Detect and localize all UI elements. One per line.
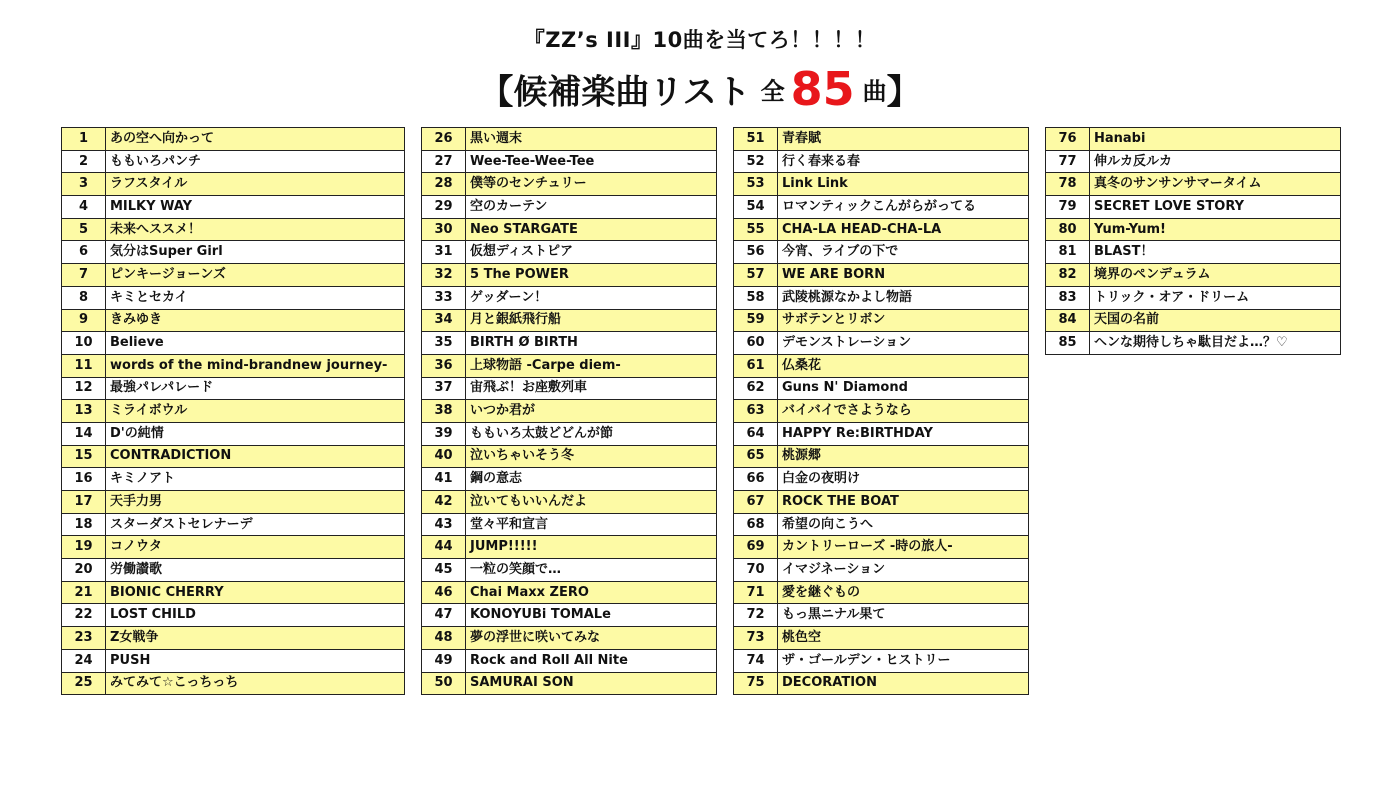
song-title: Hanabi: [1090, 128, 1341, 151]
song-number: 14: [62, 422, 106, 445]
song-number: 72: [734, 604, 778, 627]
song-number: 9: [62, 309, 106, 332]
song-title: 愛を継ぐもの: [778, 581, 1029, 604]
song-number: 77: [1046, 150, 1090, 173]
song-title: 仏桑花: [778, 354, 1029, 377]
song-row: [62, 581, 405, 604]
song-number: 46: [422, 581, 466, 604]
song-row: [422, 332, 717, 355]
song-number: 8: [62, 286, 106, 309]
song-number: 15: [62, 445, 106, 468]
song-row: [734, 445, 1029, 468]
song-row: [422, 286, 717, 309]
song-title: ロマンティックこんがらがってる: [778, 196, 1029, 219]
song-row: [62, 286, 405, 309]
song-title: 泣いてもいいんだよ: [466, 491, 717, 514]
song-row: [422, 150, 717, 173]
song-row: [62, 241, 405, 264]
title-bracket-open: 【: [479, 72, 514, 113]
song-number: 3: [62, 173, 106, 196]
song-row: [422, 309, 717, 332]
song-row: [62, 377, 405, 400]
song-row: [422, 377, 717, 400]
song-number: 7: [62, 264, 106, 287]
title-main-text: 候補楽曲リスト: [513, 72, 751, 113]
song-number: 41: [422, 468, 466, 491]
song-list-column-2: [421, 127, 717, 695]
song-title: 月と銀紙飛行船: [466, 309, 717, 332]
song-row: [734, 264, 1029, 287]
song-row: [422, 264, 717, 287]
song-row: [734, 491, 1029, 514]
song-number: 16: [62, 468, 106, 491]
song-number: 74: [734, 649, 778, 672]
song-title: Chai Maxx ZERO: [466, 581, 717, 604]
song-title: 真冬のサンサンサマータイム: [1090, 173, 1341, 196]
song-number: 43: [422, 513, 466, 536]
song-number: 66: [734, 468, 778, 491]
song-number: 38: [422, 400, 466, 423]
song-title: 宙飛ぶ！お座敷列車: [466, 377, 717, 400]
song-count: 85: [790, 62, 855, 116]
song-title: Rock and Roll All Nite: [466, 649, 717, 672]
song-row: [62, 468, 405, 491]
song-title: HAPPY Re:BIRTHDAY: [778, 422, 1029, 445]
song-row: [734, 513, 1029, 536]
song-number: 82: [1046, 264, 1090, 287]
song-row: [62, 559, 405, 582]
song-row: [734, 672, 1029, 695]
song-number: 50: [422, 672, 466, 695]
song-row: [1046, 332, 1341, 355]
song-row: [62, 422, 405, 445]
title-bracket-close: 】: [886, 72, 921, 113]
song-title: Yum-Yum!: [1090, 218, 1341, 241]
song-number: 30: [422, 218, 466, 241]
song-title: 夢の浮世に咲いてみな: [466, 627, 717, 650]
song-number: 84: [1046, 309, 1090, 332]
song-title: 未来へススメ！: [106, 218, 405, 241]
song-title: JUMP!!!!!: [466, 536, 717, 559]
song-number: 21: [62, 581, 106, 604]
song-title: 白金の夜明け: [778, 468, 1029, 491]
song-title: いつか君が: [466, 400, 717, 423]
song-row: [422, 559, 717, 582]
song-title: 武陵桃源なかよし物語: [778, 286, 1029, 309]
song-row: [422, 604, 717, 627]
song-row: [1046, 128, 1341, 151]
song-number: 33: [422, 286, 466, 309]
song-row: [422, 491, 717, 514]
song-number: 37: [422, 377, 466, 400]
song-title: ヘンな期待しちゃ駄目だよ…？♡: [1090, 332, 1341, 355]
song-number: 52: [734, 150, 778, 173]
song-row: [734, 286, 1029, 309]
song-row: [422, 128, 717, 151]
song-number: 85: [1046, 332, 1090, 355]
song-row: [62, 400, 405, 423]
song-number: 73: [734, 627, 778, 650]
song-title: みてみて☆こっちっち: [106, 672, 405, 695]
song-title: BLAST！: [1090, 241, 1341, 264]
song-row: [734, 627, 1029, 650]
song-list-column-1: [61, 127, 405, 695]
song-number: 42: [422, 491, 466, 514]
song-number: 71: [734, 581, 778, 604]
song-number: 48: [422, 627, 466, 650]
song-row: [422, 649, 717, 672]
song-title: ピンキージョーンズ: [106, 264, 405, 287]
song-title: キミとセカイ: [106, 286, 405, 309]
song-title: 一粒の笑顔で…: [466, 559, 717, 582]
song-row: [734, 422, 1029, 445]
song-number: 18: [62, 513, 106, 536]
song-title: ザ・ゴールデン・ヒストリー: [778, 649, 1029, 672]
song-row: [62, 536, 405, 559]
song-number: 28: [422, 173, 466, 196]
song-number: 60: [734, 332, 778, 355]
song-number: 36: [422, 354, 466, 377]
song-list-column-4: [1045, 127, 1341, 355]
song-title: 上球物語 -Carpe diem-: [466, 354, 717, 377]
song-number: 23: [62, 627, 106, 650]
song-title: SAMURAI SON: [466, 672, 717, 695]
song-row: [1046, 241, 1341, 264]
song-row: [422, 196, 717, 219]
song-title: ゲッダーン！: [466, 286, 717, 309]
song-row: [422, 672, 717, 695]
song-title: DECORATION: [778, 672, 1029, 695]
song-title: ももいろパンチ: [106, 150, 405, 173]
song-title: CONTRADICTION: [106, 445, 405, 468]
song-title: D'の純情: [106, 422, 405, 445]
song-row: [734, 354, 1029, 377]
song-row: [62, 173, 405, 196]
song-number: 53: [734, 173, 778, 196]
song-row: [734, 196, 1029, 219]
song-number: 61: [734, 354, 778, 377]
song-row: [422, 354, 717, 377]
song-row: [422, 581, 717, 604]
song-number: 55: [734, 218, 778, 241]
song-row: [62, 604, 405, 627]
song-title: 泣いちゃいそう冬: [466, 445, 717, 468]
song-number: 12: [62, 377, 106, 400]
song-row: [734, 173, 1029, 196]
song-row: [734, 468, 1029, 491]
song-number: 57: [734, 264, 778, 287]
song-row: [422, 468, 717, 491]
song-number: 29: [422, 196, 466, 219]
song-title: 気分はSuper Girl: [106, 241, 405, 264]
song-number: 56: [734, 241, 778, 264]
song-row: [62, 445, 405, 468]
song-number: 44: [422, 536, 466, 559]
song-title: SECRET LOVE STORY: [1090, 196, 1341, 219]
song-title: バイバイでさようなら: [778, 400, 1029, 423]
song-number: 6: [62, 241, 106, 264]
song-title: 桃色空: [778, 627, 1029, 650]
song-row: [734, 536, 1029, 559]
page-subtitle: 『ZZ’s III』10曲を当てろ！！！！: [523, 28, 877, 52]
song-title: 今宵、ライブの下で: [778, 241, 1029, 264]
song-number: 76: [1046, 128, 1090, 151]
song-row: [62, 196, 405, 219]
song-number: 75: [734, 672, 778, 695]
song-title: 最強パレパレード: [106, 377, 405, 400]
song-title: 鋼の意志: [466, 468, 717, 491]
song-row: [422, 445, 717, 468]
song-title: MILKY WAY: [106, 196, 405, 219]
song-row: [734, 649, 1029, 672]
song-row: [734, 150, 1029, 173]
song-row: [422, 422, 717, 445]
song-row: [62, 672, 405, 695]
song-title: LOST CHILD: [106, 604, 405, 627]
song-row: [734, 241, 1029, 264]
song-number: 79: [1046, 196, 1090, 219]
song-title: 行く春来る春: [778, 150, 1029, 173]
song-row: [1046, 264, 1341, 287]
song-title: 青春賦: [778, 128, 1029, 151]
song-number: 49: [422, 649, 466, 672]
song-row: [734, 128, 1029, 151]
song-number: 64: [734, 422, 778, 445]
song-list-column-3: [733, 127, 1029, 695]
song-title: あの空へ向かって: [106, 128, 405, 151]
song-title: トリック・オア・ドリーム: [1090, 286, 1341, 309]
song-number: 51: [734, 128, 778, 151]
page-title: [0, 62, 1400, 116]
song-number: 80: [1046, 218, 1090, 241]
song-title: BIONIC CHERRY: [106, 581, 405, 604]
song-number: 22: [62, 604, 106, 627]
song-row: [62, 150, 405, 173]
song-title: WE ARE BORN: [778, 264, 1029, 287]
song-number: 81: [1046, 241, 1090, 264]
song-number: 4: [62, 196, 106, 219]
song-title: 僕等のセンチュリー: [466, 173, 717, 196]
song-row: [734, 604, 1029, 627]
song-number: 47: [422, 604, 466, 627]
song-row: [62, 309, 405, 332]
song-row: [734, 581, 1029, 604]
song-title: ROCK THE BOAT: [778, 491, 1029, 514]
song-row: [734, 218, 1029, 241]
song-number: 1: [62, 128, 106, 151]
song-number: 32: [422, 264, 466, 287]
song-row: [62, 513, 405, 536]
song-number: 65: [734, 445, 778, 468]
song-number: 31: [422, 241, 466, 264]
song-number: 70: [734, 559, 778, 582]
song-row: [62, 218, 405, 241]
song-number: 26: [422, 128, 466, 151]
song-row: [422, 513, 717, 536]
song-number: 54: [734, 196, 778, 219]
song-number: 67: [734, 491, 778, 514]
song-row: [734, 400, 1029, 423]
song-row: [422, 536, 717, 559]
song-row: [62, 332, 405, 355]
song-number: 45: [422, 559, 466, 582]
song-title: 労働讃歌: [106, 559, 405, 582]
song-row: [1046, 309, 1341, 332]
song-row: [734, 377, 1029, 400]
song-number: 62: [734, 377, 778, 400]
song-number: 34: [422, 309, 466, 332]
song-title: Link Link: [778, 173, 1029, 196]
song-title: 空のカーテン: [466, 196, 717, 219]
title-kyoku: 曲: [862, 77, 887, 106]
song-title: CHA-LA HEAD-CHA-LA: [778, 218, 1029, 241]
song-number: 69: [734, 536, 778, 559]
song-title: PUSH: [106, 649, 405, 672]
song-title: 黒い週末: [466, 128, 717, 151]
song-number: 10: [62, 332, 106, 355]
song-title: 境界のペンデュラム: [1090, 264, 1341, 287]
song-number: 78: [1046, 173, 1090, 196]
song-row: [62, 128, 405, 151]
song-title: Z女戦争: [106, 627, 405, 650]
song-row: [422, 173, 717, 196]
song-title: 希望の向こうへ: [778, 513, 1029, 536]
song-number: 19: [62, 536, 106, 559]
song-number: 63: [734, 400, 778, 423]
song-title: 桃源郷: [778, 445, 1029, 468]
song-number: 40: [422, 445, 466, 468]
song-title: きみゆき: [106, 309, 405, 332]
song-title: サボテンとリボン: [778, 309, 1029, 332]
song-title: コノウタ: [106, 536, 405, 559]
song-number: 83: [1046, 286, 1090, 309]
song-title: カントリーローズ -時の旅人-: [778, 536, 1029, 559]
title-zen: 全: [760, 77, 785, 106]
song-number: 13: [62, 400, 106, 423]
song-row: [62, 627, 405, 650]
song-row: [422, 241, 717, 264]
song-number: 2: [62, 150, 106, 173]
song-title: words of the mind-brandnew journey-: [106, 354, 405, 377]
song-title: Neo STARGATE: [466, 218, 717, 241]
song-title: ももいろ太鼓どどんが節: [466, 422, 717, 445]
song-number: 25: [62, 672, 106, 695]
song-title: デモンストレーション: [778, 332, 1029, 355]
song-title: キミノアト: [106, 468, 405, 491]
song-number: 39: [422, 422, 466, 445]
song-title: 伸ルカ反ルカ: [1090, 150, 1341, 173]
song-title: Believe: [106, 332, 405, 355]
song-row: [62, 649, 405, 672]
song-row: [1046, 218, 1341, 241]
song-number: 27: [422, 150, 466, 173]
song-title: KONOYUBi TOMALe: [466, 604, 717, 627]
song-title: BIRTH Ø BIRTH: [466, 332, 717, 355]
song-title: 仮想ディストピア: [466, 241, 717, 264]
song-row: [422, 627, 717, 650]
song-number: 58: [734, 286, 778, 309]
song-row: [422, 218, 717, 241]
song-number: 24: [62, 649, 106, 672]
song-number: 68: [734, 513, 778, 536]
song-row: [62, 264, 405, 287]
song-number: 17: [62, 491, 106, 514]
song-row: [1046, 286, 1341, 309]
song-number: 59: [734, 309, 778, 332]
song-title: 5 The POWER: [466, 264, 717, 287]
song-title: 堂々平和宣言: [466, 513, 717, 536]
song-row: [734, 559, 1029, 582]
song-number: 5: [62, 218, 106, 241]
song-title: Wee-Tee-Wee-Tee: [466, 150, 717, 173]
song-title: ラフスタイル: [106, 173, 405, 196]
song-title: Guns N' Diamond: [778, 377, 1029, 400]
song-title: 天国の名前: [1090, 309, 1341, 332]
song-row: [62, 491, 405, 514]
song-title: もっ黒ニナル果て: [778, 604, 1029, 627]
song-row: [1046, 196, 1341, 219]
song-row: [422, 400, 717, 423]
song-title: イマジネーション: [778, 559, 1029, 582]
song-title: 天手力男: [106, 491, 405, 514]
song-row: [734, 332, 1029, 355]
song-row: [1046, 150, 1341, 173]
song-number: 20: [62, 559, 106, 582]
song-row: [62, 354, 405, 377]
song-title: スターダストセレナーデ: [106, 513, 405, 536]
song-row: [1046, 173, 1341, 196]
song-number: 35: [422, 332, 466, 355]
song-row: [734, 309, 1029, 332]
song-number: 11: [62, 354, 106, 377]
song-title: ミライボウル: [106, 400, 405, 423]
